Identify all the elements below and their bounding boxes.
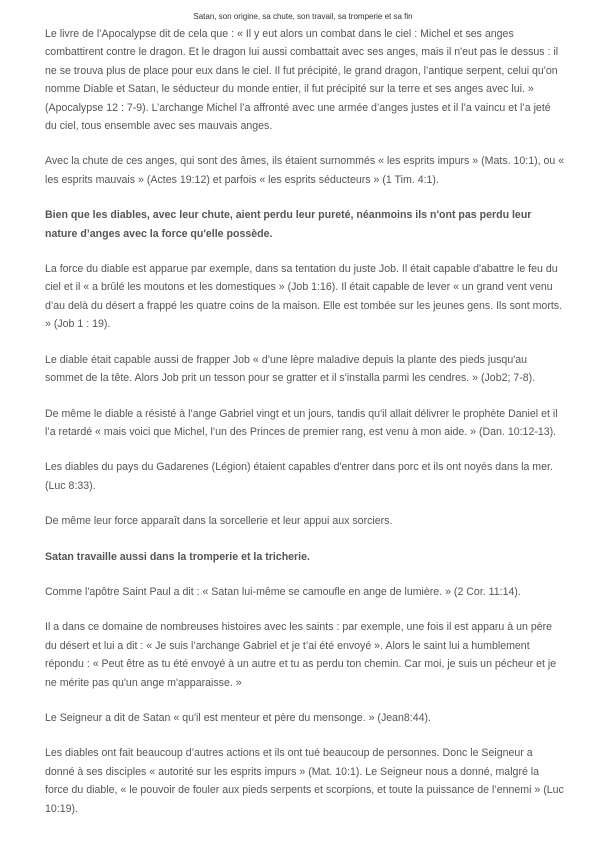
paragraph-authority: Les diables ont fait beaucoup d’autres actions et ils ont tué beaucoup de personnes. Donc le Seigneur a donné à ses disciples « autorité sur les esprits impurs » (Mat. 10:1). Le Seigneur nous a donné, malgré la force du diable, « le pouvoir de fouler aux pieds serpents et scorpions, et toute la puissance de l’ennemi » (Luc 10:19). [45,747,564,815]
paragraph-sorcery: De même leur force apparaît dans la sorcellerie et leur appui aux sorciers. [45,515,393,528]
paragraph-gadarenes: Les diables du pays du Gadarenes (Légion) étaient capables d'entrer dans porc et ils ont noyés dans la mer. (Luc 8:33). [45,461,553,492]
paragraph-job-temptation: La force du diable est apparue par exemple, dans sa tentation du juste Job. Il était capable d'abattre le feu du ciel et il « a brûlé les moutons et les domestiques » (Job 1:16). Il était capable de lever « un grand vent venu d’au delà du désert a frappé les quatre coins de la maison. Elle est tombée sur les jeunes gens. Ils sont morts. » (Job 1 : 19). [45,263,563,331]
paragraph-heading-angel-nature: Bien que les diables, avec leur chute, aient perdu leur pureté, néanmoins ils n'ont pas perdu leur nature d’anges avec la force qu'elle possède. [45,209,532,240]
paragraph-fallen-angels-names: Avec la chute de ces anges, qui sont des âmes, ils étaient surnommés « les esprits impurs » (Mats. 10:1), ou « les esprits mauvais » (Actes 19:12) et parfois « les esprits séducteurs » (1 Tim. 4:1). [45,155,565,186]
article-body [45,25,565,835]
paragraph-apocalypse-quote: Le livre de l’Apocalypse dit de cela que : « Il y eut alors un combat dans le ciel : Michel et ses anges combattirent contre le dragon. Et le dragon lui aussi combattait avec ses anges, mais il n'eut pas le dessus : il ne se trouva plus de place pour eux dans le ciel. Il fut précipité, le grand dragon, l’antique serpent, celui qu'on nomme Diable et Satan, le séducteur du monde entier, il fut précipité sur la terre et ses anges avec lui. » (Apocalypse 12 : 7-9). L’archange Michel l’a affronté avec une armée d’anges justes et il l’a vaincu et l’a jeté du ciel, tous ensemble avec ses mauvais anges. [45,28,559,133]
paragraph-desert-father: Il a dans ce domaine de nombreuses histoires avec les saints : par exemple, une fois il est apparu à un père du désert et lui a dit : « Je suis l’archange Gabriel et je t’ai été envoyé ». Alors le saint lui a humblement répondu : « Peut être as tu été envoyé à un autre et tu as perdu ton chemin. Car moi, je suis un pécheur et je ne mérite pas qu'un ange m'apparaisse. » [45,621,557,689]
paragraph-saint-paul: Comme l'apôtre Saint Paul a dit : « Satan lui-même se camoufle en ange de lumière. » (2 Cor. 11:14). [45,585,521,598]
page-title: Satan, son origine, sa chute, son travail, sa tromperie et sa fin [193,12,413,21]
paragraph-job-leprosy: Le diable était capable aussi de frapper Job « d’une lèpre maladive depuis la plante des pieds jusqu'au sommet de la tête. Alors Job prit un tesson pour se gratter et il s'installa parmi les cendres. » (Job2; 7-8). [45,353,536,385]
paragraph-heading-deception: Satan travaille aussi dans la tromperie et la tricherie. [45,550,310,563]
paragraph-gabriel-resistance: De même le diable a résisté à l’ange Gabriel vingt et un jours, tandis qu'il allait délivrer le prophète Daniel et il l’a retardé « mais voici que Michel, l’un des Princes de premier rang, est venu à mon aide. » (Dan. 10:12-13). [45,407,558,438]
page-header [0,0,606,22]
paragraph-father-of-lies: Le Seigneur a dit de Satan « qu'il est menteur et père du mensonge. » (Jean8:44). [45,711,432,724]
